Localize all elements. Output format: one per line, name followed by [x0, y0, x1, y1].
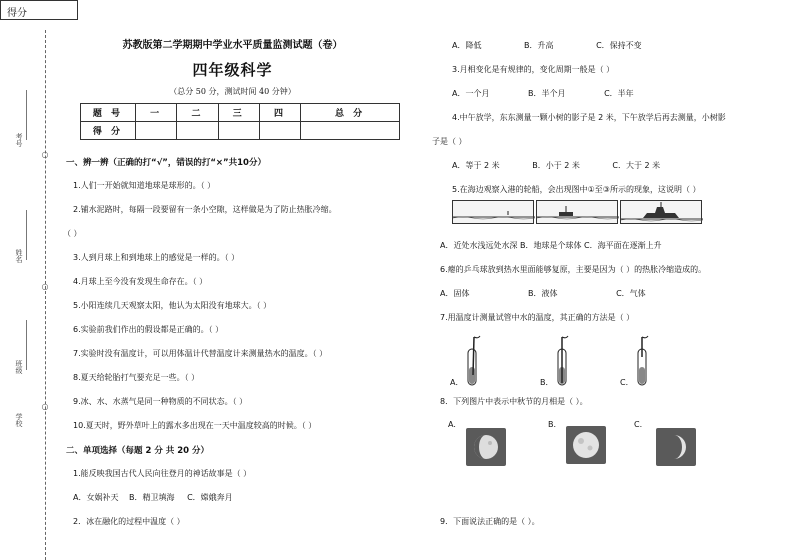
figure-label: C．: [620, 378, 634, 387]
option: B．液体: [528, 289, 558, 298]
score-table-cell: 二: [177, 104, 218, 122]
ship-picture-1: [452, 200, 534, 224]
question-item: 8.夏天给轮胎打气要充足一些。（ ）: [73, 373, 200, 382]
question-item: 子是（ ）: [432, 137, 467, 146]
score-cell[interactable]: [136, 122, 177, 140]
ship-scene-icon: [621, 201, 703, 225]
thermometer-figures: [450, 335, 710, 390]
binding-fill-line: [26, 320, 27, 370]
figure-label: A．: [450, 378, 464, 387]
score-cell[interactable]: [259, 122, 300, 140]
binding-hole-mark: ○: [41, 282, 49, 291]
score-table-cell: 题 号: [81, 104, 136, 122]
score-table-cell: 一: [136, 104, 177, 122]
options-row: [452, 88, 634, 99]
question-item: 6.实验前我们作出的假设都是正确的。（ ）: [73, 325, 224, 334]
score-cell[interactable]: [301, 122, 400, 140]
moon-picture-c: [656, 428, 696, 466]
options-row: [440, 288, 646, 299]
question-item: 1.人们一开始就知道地球是球形的。（ ）: [73, 181, 216, 190]
ship-picture-3: [620, 200, 702, 224]
ship-scene-icon: [537, 201, 619, 225]
score-label: 得分: [7, 8, 27, 19]
score-table-cell: 三: [218, 104, 259, 122]
binding-label-exam-number: 考号: [15, 133, 23, 147]
binding-hole-mark: ○: [41, 402, 49, 411]
section1-title: 一、辨一辨（正确的打“√”，错误的打“×”共10分）: [66, 158, 266, 168]
thermometer-tube-icon: [634, 335, 654, 387]
question-item: 5.在海边观察入港的轮船，会出现图中①至③所示的现象，这说明（ ）: [452, 185, 701, 194]
score-table-cell: 得 分: [81, 122, 136, 140]
question-options: A．近处水浅远处水深 B．地球是个球体 C．海平面在逐渐上升: [440, 241, 662, 250]
full-moon-icon: [566, 426, 606, 464]
options-row: [452, 40, 642, 51]
option: C．嫦娥奔月: [187, 493, 233, 502]
question-item: 2．冰在融化的过程中温度（ ）: [73, 517, 185, 526]
question-item: 4.中午放学，东东测量一颗小树的影子是 2 米，下午放学后再去测量，小树影: [452, 113, 726, 122]
question-item: 7.用温度计测量试管中水的温度，其正确的方法是（ ）: [440, 313, 635, 322]
question-item: 7.实验时没有温度计，可以用体温计代替温度计来测量热水的温度。（ ）: [73, 349, 328, 358]
score-cell[interactable]: [218, 122, 259, 140]
score-table-score-row: [81, 122, 400, 140]
options-row: [73, 492, 233, 503]
gibbous-moon-icon: [466, 428, 506, 466]
score-table-header-row: [81, 104, 400, 122]
option: C．气体: [616, 289, 646, 298]
option: A．固体: [440, 289, 470, 298]
figure-label: C.: [634, 420, 643, 429]
score-table-cell: 总 分: [301, 104, 400, 122]
binding-dashed-line: [45, 30, 46, 560]
binding-label-class: 班级: [15, 360, 23, 374]
binding-fill-line: [26, 210, 27, 260]
option: C．大于 2 米: [612, 161, 661, 170]
score-table: [80, 103, 400, 140]
question-item: 4.月球上至今没有发现生命存在。（ ）: [73, 277, 208, 286]
ship-picture-2: [536, 200, 618, 224]
option: C．保持不变: [596, 41, 642, 50]
question-item: 10.夏天时，野外草叶上的露水多出现在一天中温度较高的时候。（ ）: [73, 421, 317, 430]
left-column: [60, 30, 405, 140]
option: A．女娲补天: [73, 493, 119, 502]
option: C．半年: [604, 89, 634, 98]
option: A．一个月: [452, 89, 490, 98]
score-box: [0, 0, 78, 20]
question-item: 3.人到月球上和到地球上的感觉是一样的。（ ）: [73, 253, 240, 262]
question-item: 3.月相变化是有规律的，变化周期一般是（ ）: [452, 65, 615, 74]
figure-label: B．: [540, 378, 554, 387]
binding-label-name: 姓名: [15, 249, 23, 263]
option: A．等于 2 米: [452, 161, 500, 170]
option: B．升高: [524, 41, 554, 50]
thermometer-tube-icon: [554, 335, 574, 387]
binding-fill-line: [26, 90, 27, 140]
question-item: 9.冰、水、水蒸气是同一种物质的不同状态。（ ）: [73, 397, 248, 406]
grade-title: 四年级科学: [192, 61, 273, 79]
question-item: 2.铺水泥路时，每隔一段要留有一条小空隙，这样做是为了防止热胀冷缩。: [73, 205, 337, 214]
figure-label: B.: [548, 420, 557, 429]
question-item: 9．下面说法正确的是（ ）。: [440, 517, 540, 526]
section2-title: 二、单项选择（每题 2 分 共 20 分）: [66, 446, 210, 456]
option: B．半个月: [528, 89, 566, 98]
option: B．小于 2 米: [532, 161, 580, 170]
binding-strip: [0, 30, 60, 560]
binding-hole-mark: ○: [41, 150, 49, 159]
crescent-moon-icon: [656, 428, 696, 466]
question-item: 5.小阳连续几天观察太阳，他认为太阳没有地球大。（ ）: [73, 301, 272, 310]
question-item: 6.瘪的乒乓球放到热水里面能够复原，主要是因为（ ）的热胀冷缩造成的。: [440, 265, 707, 274]
thermometer-tube-icon: [464, 335, 484, 387]
option: B．精卫填海: [129, 493, 175, 502]
question-item: （ ）: [63, 229, 82, 238]
question-item: 1.能反映我国古代人民向往登月的神话故事是（ ）: [73, 469, 252, 478]
figure-label: A.: [448, 420, 456, 429]
ship-scene-icon: [453, 201, 535, 225]
options-row: [452, 160, 660, 171]
exam-info: （总分 50 分，测试时间 40 分钟）: [169, 87, 296, 96]
moon-picture-b: [566, 426, 606, 464]
question-item: 8．下列图片中表示中秋节的月相是（ ）。: [440, 397, 588, 406]
score-table-cell: 四: [259, 104, 300, 122]
binding-label-school: 学校: [15, 413, 23, 427]
score-cell[interactable]: [177, 122, 218, 140]
moon-picture-a: [466, 428, 506, 466]
option: A．降低: [452, 41, 482, 50]
exam-title: 苏教版第二学期期中学业水平质量监测试题（卷）: [122, 40, 343, 51]
